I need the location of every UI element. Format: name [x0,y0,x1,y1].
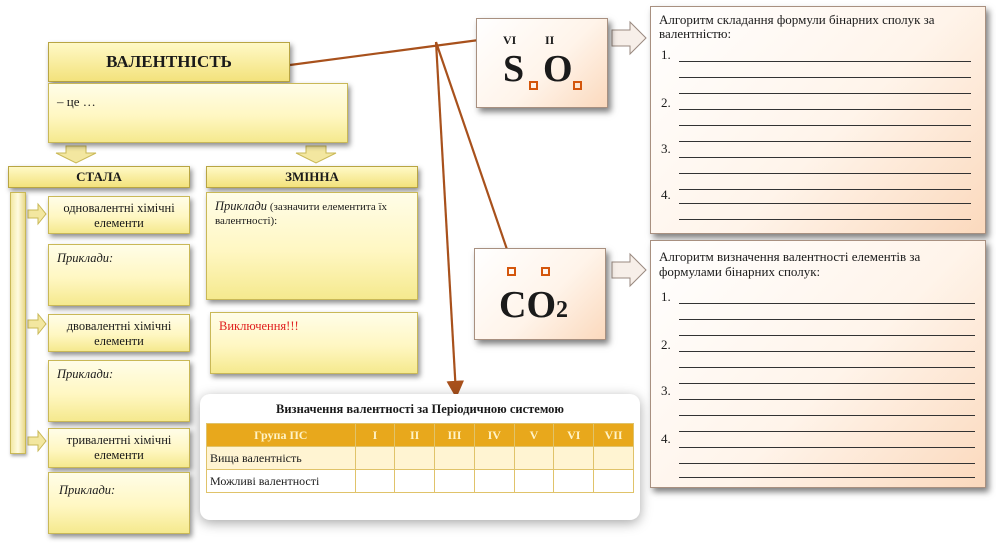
algorithm2-box [650,240,986,488]
answer-line[interactable] [679,351,975,352]
valence-box-c[interactable] [507,267,516,276]
examples-three-valent [48,472,190,534]
examples-two-valent-label: Приклади: [57,367,114,381]
answer-line[interactable] [679,415,975,416]
answer-line[interactable] [679,463,975,464]
definition-box [48,83,348,143]
answer-line[interactable] [679,141,971,142]
so-formula-box [476,18,608,108]
answer-line[interactable] [679,399,975,400]
variable-examples-italic: Приклади [215,199,268,213]
valence-ii-label: II [545,33,555,47]
group-header-label: Група ПС [207,424,356,447]
group-header-V: V [514,424,554,447]
group-three-valent-label: тривалентні хімічні елементи [66,433,172,462]
answer-line[interactable] [679,335,975,336]
row-highest-valence-label: Вища валентність [207,447,356,470]
group-one-valent [48,196,190,234]
side-arrow-3 [28,431,46,451]
cell-empty[interactable] [395,447,435,470]
cell-empty[interactable] [355,447,395,470]
algorithm1-item-1: 1. [661,47,671,62]
group-two-valent [48,314,190,352]
cell-empty[interactable] [395,470,435,493]
co2-formula-box [474,248,606,340]
element-s: S [503,48,525,90]
cell-empty[interactable] [474,470,514,493]
group-two-valent-label: двовалентні хімічні елементи [66,319,172,348]
periodic-table-caption: Визначення валентності за Періодичною системою [276,402,564,416]
constant-header [8,166,190,188]
definition-text: – це … [57,94,96,109]
answer-line[interactable] [679,303,975,304]
examples-one-valent [48,244,190,306]
co2-formula [499,283,568,327]
constant-vertical-bar [10,192,26,454]
periodic-table-panel [200,394,640,520]
answer-line[interactable] [679,431,975,432]
variable-header-label: ЗМІННА [285,169,339,184]
answer-line[interactable] [679,173,971,174]
right-arrow-algorithm1 [612,22,646,54]
constant-header-label: СТАЛА [76,169,122,184]
group-header-II: II [395,424,435,447]
answer-line[interactable] [679,383,975,384]
down-arrow-variable [296,146,336,163]
group-header-IV: IV [474,424,514,447]
algorithm2-item-4: 4. [661,431,671,446]
valence-box-o[interactable] [541,267,550,276]
examples-one-valent-label: Приклади: [57,251,114,265]
algorithm2-item-1: 1. [661,289,671,304]
exceptions-label: Виключення!!! [219,319,299,333]
cell-empty[interactable] [355,470,395,493]
group-header-III: III [435,424,475,447]
right-arrow-algorithm2 [612,254,646,286]
cell-empty[interactable] [474,447,514,470]
algorithm2-item-3: 3. [661,383,671,398]
answer-line[interactable] [679,61,971,62]
group-header-VI: VI [554,424,594,447]
cell-empty[interactable] [554,470,594,493]
arrow-to-so-formula [290,38,494,65]
valence-vi-label: VI [503,33,517,47]
answer-line[interactable] [679,367,975,368]
periodic-table [206,423,634,493]
algorithm1-item-4: 4. [661,187,671,202]
co2-text: CO [499,284,556,326]
answer-line[interactable] [679,125,971,126]
answer-line[interactable] [679,447,975,448]
group-one-valent-label: одновалентні хімічні елементи [63,201,175,230]
answer-line[interactable] [679,93,971,94]
examples-two-valent [48,360,190,422]
co2-subscript: 2 [556,297,568,323]
row-possible-valences-label: Можливі валентності [207,470,356,493]
cell-empty[interactable] [554,447,594,470]
group-three-valent [48,428,190,468]
algorithm2-item-2: 2. [661,337,671,352]
cell-empty[interactable] [594,470,634,493]
subscript-box-1[interactable] [529,81,538,90]
examples-three-valent-label: Приклади: [59,483,116,497]
exceptions-box [210,312,418,374]
group-header-I: I [355,424,395,447]
algorithm1-item-3: 3. [661,141,671,156]
answer-line[interactable] [679,157,971,158]
side-arrow-2 [28,314,46,334]
cell-empty[interactable] [435,447,475,470]
subscript-box-2[interactable] [573,81,582,90]
variable-header [206,166,418,188]
answer-line[interactable] [679,109,971,110]
answer-line[interactable] [679,203,971,204]
cell-empty[interactable] [514,470,554,493]
valence-title-box [48,42,290,82]
side-arrow-1 [28,204,46,224]
algorithm1-box [650,6,986,234]
cell-empty[interactable] [514,447,554,470]
algorithm2-title: Алгоритм визначення валентності елементів за формулами бінарних сполук: [659,249,921,279]
answer-line[interactable] [679,319,975,320]
cell-empty[interactable] [435,470,475,493]
answer-line[interactable] [679,189,971,190]
down-arrow-constant [56,146,96,163]
cell-empty[interactable] [594,447,634,470]
answer-line[interactable] [679,77,971,78]
valence-title: ВАЛЕНТНІСТЬ [106,52,232,71]
group-header-VII: VII [594,424,634,447]
answer-line[interactable] [679,477,975,478]
element-o: O [543,48,573,90]
answer-line[interactable] [679,219,971,220]
variable-examples-note: (зазначити елементита їх валентності): [215,201,388,227]
variable-examples-box [206,192,418,300]
algorithm1-title: Алгоритм складання формули бінарних сполук за валентністю: [659,12,935,41]
algorithm1-item-2: 2. [661,95,671,110]
